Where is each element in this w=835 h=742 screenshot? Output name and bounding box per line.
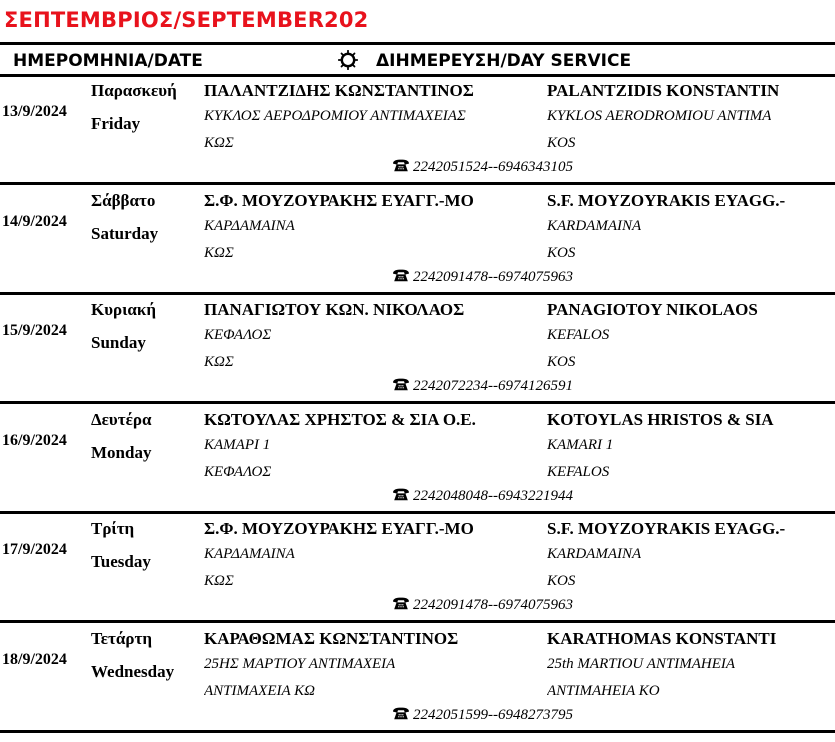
day-name-english: Saturday: [91, 223, 159, 243]
address-english-line-2: KOS: [547, 573, 576, 590]
duty-record: [0, 190, 835, 300]
day-name-greek: Κυριακή: [91, 300, 156, 320]
record-divider: [0, 620, 835, 623]
phone-line: [392, 597, 573, 614]
address-english-line-1: KEFALOS: [547, 327, 610, 344]
record-divider: [0, 292, 835, 295]
address-english-line-1: KARDAMAINA: [547, 546, 642, 563]
day-name-english: Sunday: [91, 333, 146, 353]
address-english-line-1: KYKLOS AERODROMIOU ANTIMA: [547, 108, 772, 124]
address-greek-line-2: ΚΩΣ: [204, 244, 234, 261]
address-english-line-2: KOS: [547, 354, 576, 371]
pharmacy-name-greek: ΠΑΛΑΝΤΖΙΔΗΣ ΚΩΝΣΤΑΝΤΙΝΟΣ: [204, 81, 474, 100]
address-greek-line-2: ΚΩΣ: [204, 573, 234, 590]
day-name-english: Wednesday: [91, 662, 175, 681]
address-english-line-1: KARDAMAINA: [547, 217, 642, 234]
record-date: 15/9/2024: [2, 322, 67, 340]
day-name-english: Monday: [91, 442, 152, 462]
record-divider: [0, 182, 835, 185]
phone-icon: [392, 159, 410, 172]
address-greek-line-1: 25ΗΣ ΜΑΡΤΙΟΥ ΑΝΤΙΜΑΧΕΙΑ: [204, 656, 396, 672]
phone-line: [392, 707, 573, 724]
day-name-english: Tuesday: [91, 552, 151, 572]
day-name-greek: Σάββατο: [91, 190, 156, 210]
day-name-greek: Δευτέρα: [91, 409, 152, 429]
phone-number: 2242091478--6974075963: [413, 268, 573, 285]
phone-icon: [392, 378, 410, 391]
sun-icon: [338, 50, 358, 70]
day-name-english: Friday: [91, 114, 141, 133]
address-greek-line-2: ΚΕΦΑΛΟΣ: [204, 463, 272, 480]
phone-number: 2242072234--6974126591: [413, 378, 573, 395]
phone-number: 2242091478--6974075963: [413, 597, 573, 614]
address-greek-line-1: ΚΑΡΔΑΜΑΙΝΑ: [204, 217, 295, 234]
address-english-line-1: KAMARI 1: [547, 436, 614, 453]
address-greek-line-2: ΚΩΣ: [204, 354, 234, 371]
address-greek-line-1: ΚΑΡΔΑΜΑΙΝΑ: [204, 546, 295, 563]
pharmacy-name-english: PANAGIOTOY NIKOLAOS: [547, 300, 758, 320]
phone-number: 2242051599--6948273795: [413, 707, 573, 723]
record-date: 14/9/2024: [2, 212, 67, 230]
phone-icon: [392, 597, 410, 610]
phone-number: 2242051524--6946343105: [413, 159, 573, 175]
phone-line: [392, 159, 573, 176]
duty-record: [0, 80, 835, 190]
phone-icon: [392, 707, 410, 720]
record-date: 17/9/2024: [2, 541, 67, 559]
pharmacy-name-greek: ΠΑΝΑΓΙΩΤΟΥ ΚΩΝ. ΝΙΚΟΛΑΟΣ: [204, 300, 465, 320]
day-name-greek: Τετάρτη: [91, 629, 152, 648]
phone-line: [392, 378, 573, 395]
phone-number: 2242048048--6943221944: [413, 487, 573, 504]
phone-icon: [392, 269, 410, 282]
address-english-line-2: ANTIMAHEIA KO: [547, 683, 660, 699]
address-greek-line-1: ΚΑΜΑΡΙ 1: [204, 436, 271, 453]
duty-record: [0, 518, 835, 628]
address-greek-line-1: ΚΕΦΑΛΟΣ: [204, 327, 272, 344]
record-date: 16/9/2024: [2, 431, 67, 449]
address-english-line-2: KOS: [547, 135, 576, 151]
address-english-line-2: KEFALOS: [547, 463, 610, 480]
pharmacy-name-english: PALANTZIDIS KONSTANTIN: [547, 81, 780, 100]
page-title: ΣΕΠΤΕΜΒΡΙΟΣ/SEPTEMBER202: [4, 8, 369, 32]
phone-icon: [392, 488, 410, 501]
pharmacy-name-greek: ΚΑΡΑΘΩΜΑΣ ΚΩΝΣΤΑΝΤΙΝΟΣ: [204, 629, 459, 648]
phone-line: [392, 488, 573, 505]
pharmacy-name-english: KARATHOMAS KONSTANTI: [547, 629, 777, 648]
address-greek-line-2: ΚΩΣ: [204, 135, 234, 151]
date-column-header: ΗΜΕΡΟΜΗΝΙΑ/DATE: [13, 51, 203, 71]
pharmacy-name-greek: Σ.Φ. ΜΟΥΖΟΥΡΑΚΗΣ ΕΥΑΓΓ.-ΜΟ: [204, 190, 474, 210]
duty-record: [0, 299, 835, 409]
record-date: 13/9/2024: [2, 103, 67, 120]
record-divider: [0, 401, 835, 404]
day-name-greek: Παρασκευή: [91, 81, 177, 100]
address-greek-line-2: ΑΝΤΙΜΑΧΕΙΑ ΚΩ: [204, 683, 315, 699]
address-english-line-2: KOS: [547, 244, 576, 261]
service-column-header: ΔΙΗΜΕΡΕΥΣΗ/DAY SERVICE: [376, 51, 632, 71]
record-date: 18/9/2024: [2, 651, 67, 668]
record-divider: [0, 511, 835, 514]
duty-record: [0, 409, 835, 519]
pharmacy-name-greek: ΚΩΤΟΥΛΑΣ ΧΡΗΣΤΟΣ & ΣΙΑ Ο.Ε.: [204, 409, 476, 429]
phone-line: [392, 269, 573, 286]
address-english-line-1: 25th MARTIOU ANTIMAHEIA: [547, 656, 736, 672]
pharmacy-name-english: S.F. MOYZOYRAKIS EYAGG.-: [547, 519, 786, 539]
header-bottom-rule: [0, 74, 835, 77]
duty-record: [0, 628, 835, 738]
pharmacy-name-english: KOTOYLAS HRISTOS & SIA: [547, 409, 774, 429]
pharmacy-name-greek: Σ.Φ. ΜΟΥΖΟΥΡΑΚΗΣ ΕΥΑΓΓ.-ΜΟ: [204, 519, 474, 539]
day-name-greek: Τρίτη: [91, 519, 135, 539]
header-top-rule: [0, 42, 835, 45]
pharmacy-name-english: S.F. MOYZOYRAKIS EYAGG.-: [547, 190, 786, 210]
record-divider: [0, 730, 835, 733]
address-greek-line-1: ΚΥΚΛΟΣ ΑΕΡΟΔΡΟΜΙΟΥ ΑΝΤΙΜΑΧΕΙΑΣ: [204, 108, 466, 124]
